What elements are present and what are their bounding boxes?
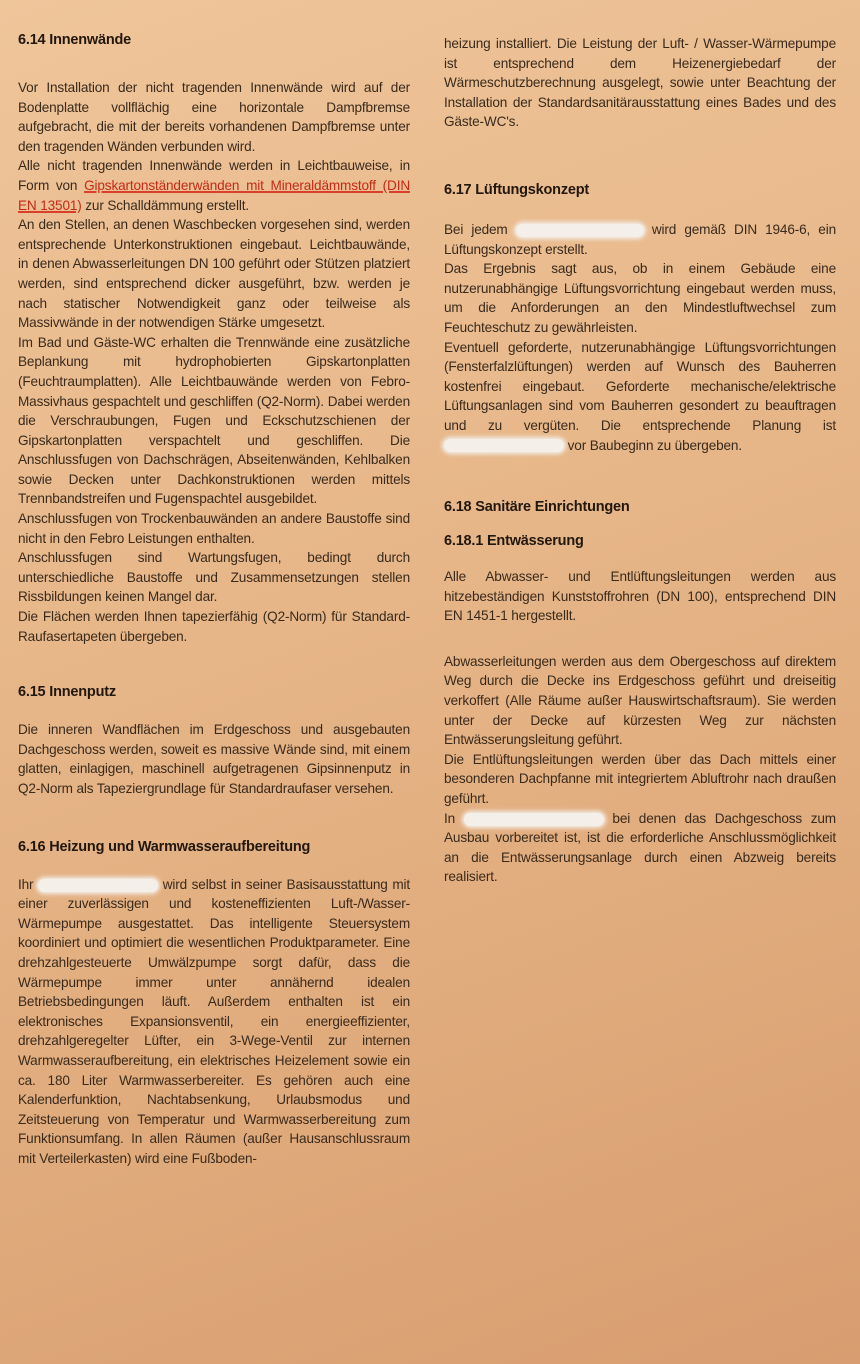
redacted-name — [516, 224, 644, 237]
para-6-18-4: In bei denen das Dachgeschoss zum Ausbau vorbereitet ist, ist die erforderliche Anschlussmöglichkeit an die Entwässerungsanlage durch einen Abzweig bereits realisiert. — [444, 810, 836, 885]
para-6-14-2: Alle nicht tragenden Innenwände werden in Leichtbauweise, in Form von Gipskartonständerwänden mit Mineraldämmstoff (DIN EN 13501) zur Schalldämmung erstellt. — [18, 158, 410, 213]
redacted-name — [464, 813, 604, 826]
para-6-14-6: Anschlussfugen sind Wartungsfugen, bedingt durch unterschiedliche Baustoffe und Zusammensetzungen stellen Rissbildungen keinen Mangel dar. — [18, 550, 410, 605]
para-6-16-2: heizung installiert. Die Leistung der Luft- / Wasser-Wärmepumpe ist entsprechend dem Heizenergiebedarf der Wärmeschutzberechnung ausgelegt, sowie unter Beachtung der Installation der Standardsanitärausstattung eines Bades und des Gäste-WC's. — [444, 36, 836, 130]
heading-6-18: 6.18 Sanitäre Einrichtungen — [444, 499, 630, 516]
heading-6-17: 6.17 Lüftungskonzept — [444, 181, 590, 198]
heading-6-18-1: 6.18.1 Entwässerung — [444, 533, 584, 550]
para-6-14-3: An den Stellen, an denen Waschbecken vorgesehen sind, werden entsprechende Unterkonstruktionen eingebaut. Leichtbauwände, in denen Abwasserleitungen DN 100 geführt oder Stützen platziert werden, sind entsprechend dicker ausgeführt, bzw. werden je nach statischer Notwendigkeit ganz oder teilweise als Massivwände in der notwendigen Stärke umgesetzt. — [18, 217, 410, 331]
para-6-17-1: Bei jedem wird gemäß DIN 1946-6, ein Lüftungskonzept erstellt. — [444, 221, 836, 257]
para-6-18-3: Die Entlüftungsleitungen werden über das Dach mittels einer besonderen Dachpfanne mit integriertem Abluftrohr nach draußen geführt. — [444, 751, 836, 807]
highlighted-text: Gipskartonständerwänden mit Mineraldämmstoff (DIN EN 13501) — [18, 177, 410, 213]
para-6-16-1: Ihr wird selbst in seiner Basisausstattung mit einer zuverlässigen und kosteneffizienten Luft-/Wasser-Wärmepumpe ausgestattet. Das intelligente Steuersystem koordiniert und optimiert die wesentlichen Produktparameter. Eine drehzahlgesteuerte Umwälzpumpe sorgt dafür, dass die Wärmepumpe immer unter annähernd idealen Betriebsbedingungen läuft. Außerdem enthalten ist ein elektronisches Expansionsventil, ein energieeffizienter, drehzahlgeregelter Lüfter, ein 3-Wege-Ventil zur internen Warmwasseraufbereitung, ein elektrisches Heizelement sowie ein ca. 180 Liter Warmwasserbereiter. Es gehören auch eine Kalenderfunktion, Nachtabsenkung, Urlaubsmodus und Zeitsteuerung von Temperatur und Warmwasserbereitung zum Funktionsumfang. In allen Räumen (außer Hausanschlussraum mit Verteilerkasten) wird eine Fußboden- — [18, 876, 410, 1166]
para-6-14-4: Im Bad und Gäste-WC erhalten die Trennwände eine zusätzliche Beplankung mit hydrophobierten Gipskartonplatten (Feuchtraumplatten). Alle Leichtbauwände werden von Febro-Massivhaus gespachtelt und geschliffen (Q2-Norm). Dabei werden die Verschraubungen, Fugen und Eckschutzschienen der Gipskartonplatten verspachtelt und geschliffen. Die Anschlussfugen von Dachschrägen, Abseitenwänden, Kehlbalken sowie Decken unter Dachkonstruktionen werden mittels Trennbandstreifen und Fugenspachtel ausgebildet. — [18, 334, 410, 507]
redacted-name — [38, 879, 158, 892]
para-6-17-2: Das Ergebnis sagt aus, ob in einem Gebäude eine nutzerunabhängige Lüftungsvorrichtung eingebaut werden muss, um die Anforderungen an den Mindestluftwechsel zum Feuchteschutz zu gewährleisten. — [444, 261, 836, 335]
para-6-14-7: Die Flächen werden Ihnen tapezierfähig (Q2-Norm) für Standard-Raufasertapeten übergeben. — [18, 609, 410, 644]
para-6-18-2: Abwasserleitungen werden aus dem Obergeschoss auf direktem Weg durch die Decke ins Erdgeschoss geführt und dreiseitig verkoffert (Alle Räume außer Hauswirtschaftsraum). Sie werden unter der Decke auf kürzesten Weg zur nächsten Entwässerungsleitung geführt. — [444, 653, 836, 748]
heading-6-16: 6.16 Heizung und Warmwasseraufbereitung — [18, 838, 311, 855]
heading-6-15: 6.15 Innenputz — [18, 684, 116, 701]
para-6-18-1: Alle Abwasser- und Entlüftungsleitungen werden aus hitzebeständigen Kunststoffrohren (DN 100), entsprechend DIN EN 1451-1 hergestellt. — [444, 569, 836, 624]
para-6-14-1: Vor Installation der nicht tragenden Innenwände wird auf der Bodenplatte vollflächig eine horizontale Dampfbremse aufgebracht, die mit der bereits vorhandenen Dampfbremse unter den tragenden Wänden verbunden wird. — [18, 80, 410, 154]
para-6-14-5: Anschlussfugen von Trockenbauwänden an andere Baustoffe sind nicht in den Febro Leistungen enthalten. — [18, 511, 410, 546]
redacted-name — [444, 439, 564, 452]
heading-6-14: 6.14 Innenwände — [18, 32, 132, 48]
right-column — [444, 0, 836, 887]
para-6-15-1: Die inneren Wandflächen im Erdgeschoss und ausgebauten Dachgeschoss werden, soweit es massive Wände sind, mit einem glatten, einlagigen, maschinell aufgetragenen Gipsinnenputz in Q2-Norm als Tapeziergrundlage für Standardraufaser versehen. — [18, 722, 410, 796]
para-6-17-3: Eventuell geforderte, nutzerunabhängige Lüftungsvorrichtungen (Fensterfalzlüftungen) werden auf Wunsch des Bauherren kostenfrei eingebaut. Geforderte mechanische/elektrische Lüftungsanlagen sind vom Bauherren gesondert zu beauftragen und zu vergüten. Die entsprechende Planung ist vor Baubeginn zu übergeben. — [444, 339, 836, 453]
left-column — [18, 0, 410, 1169]
